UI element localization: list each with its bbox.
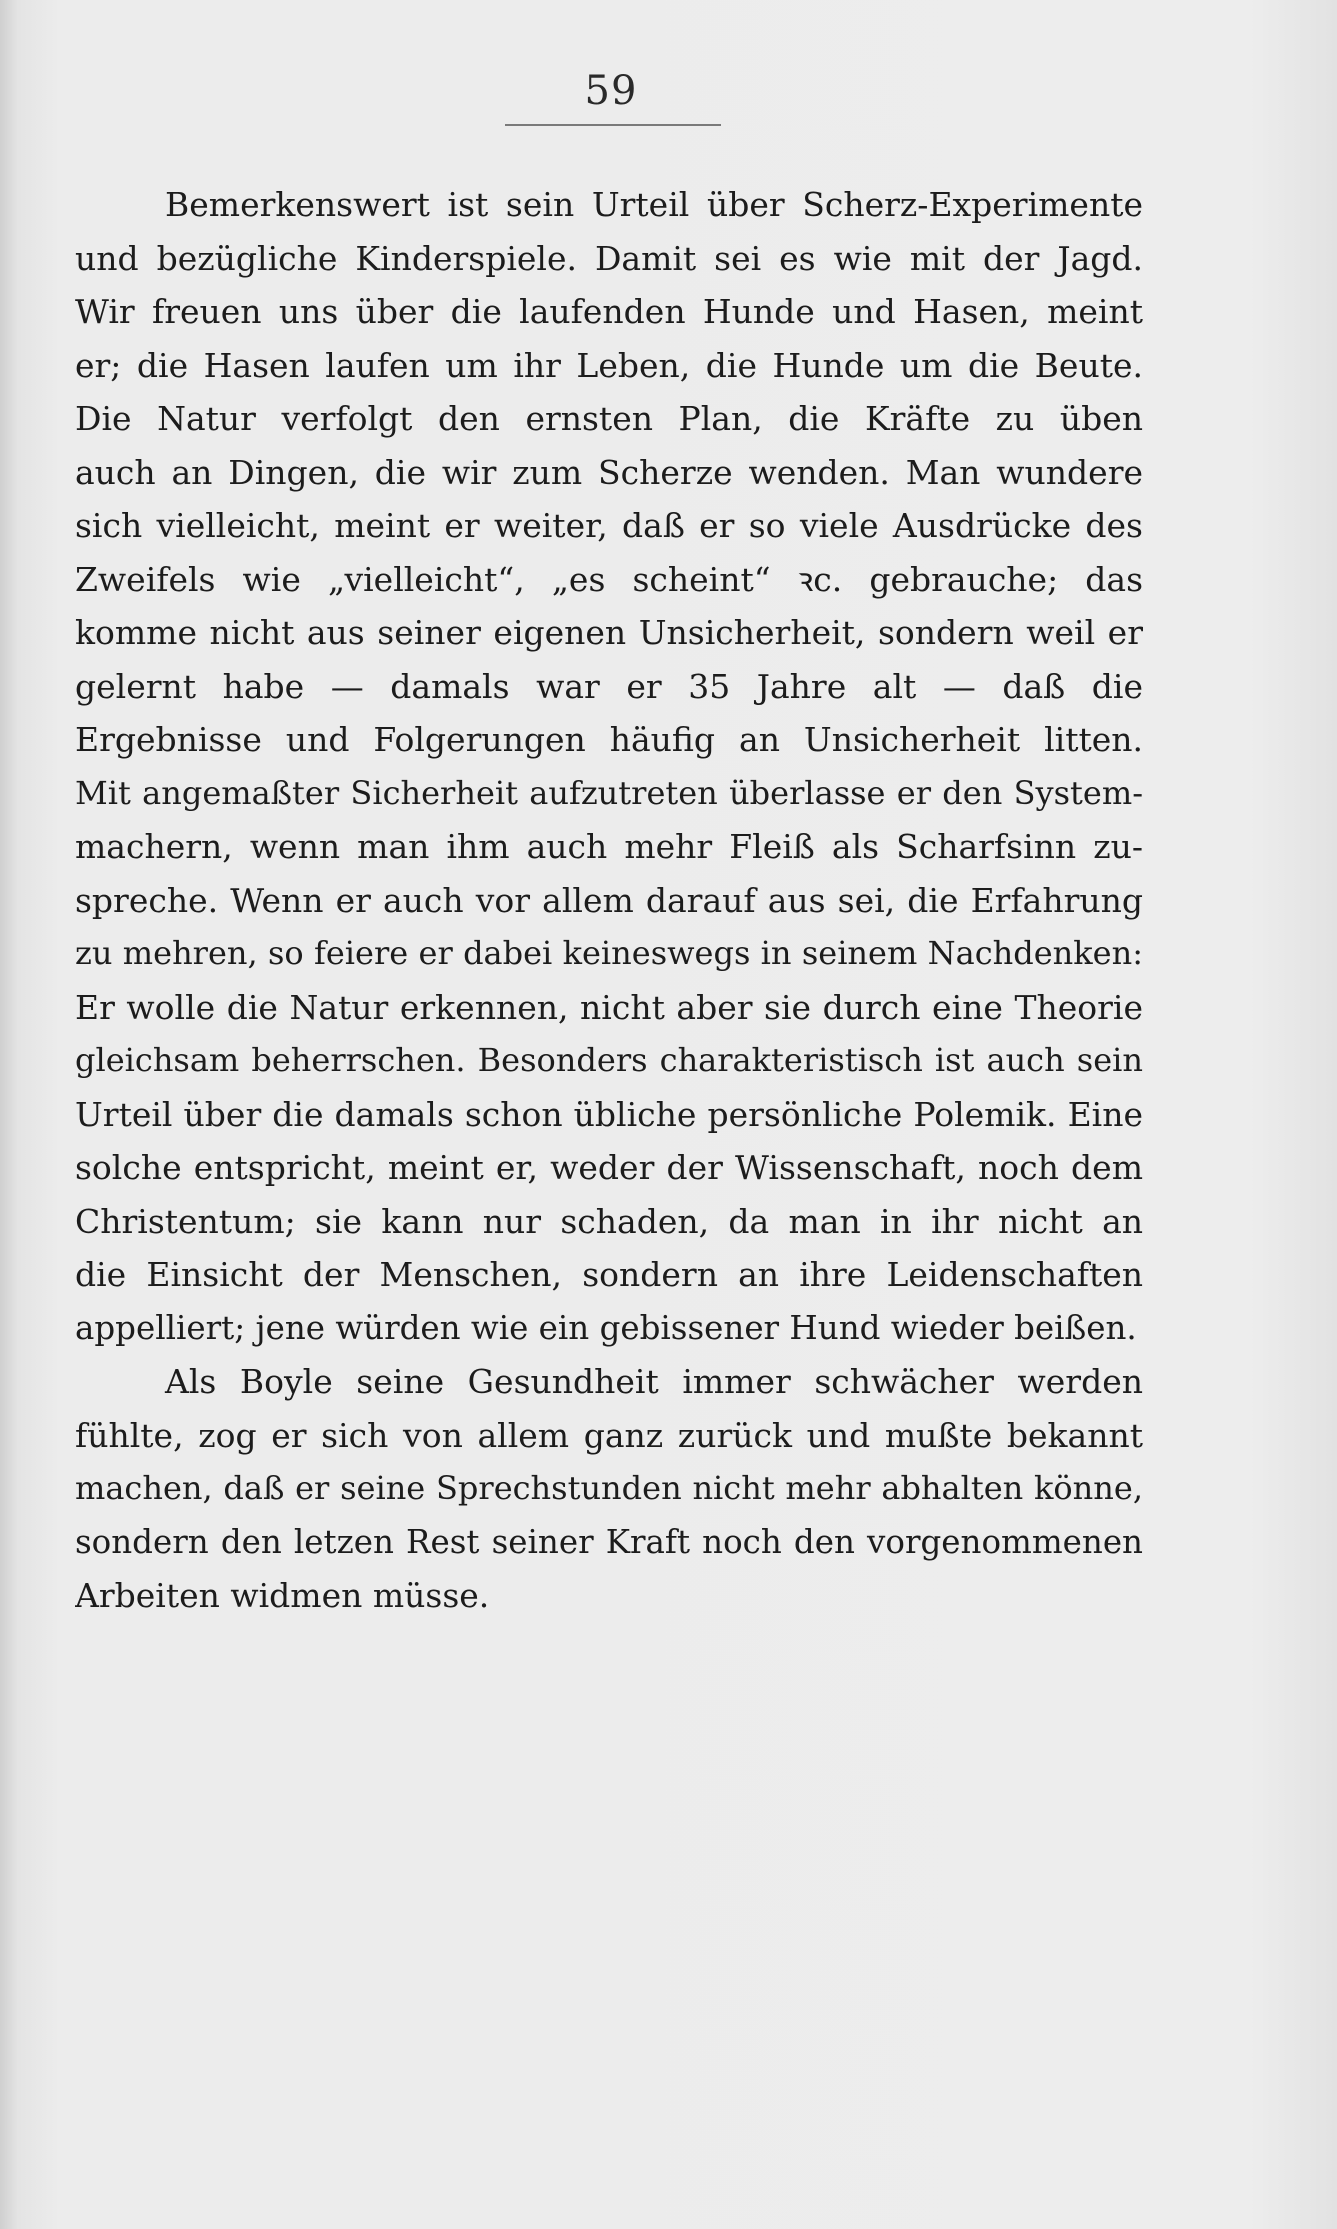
text-line: gelernt habe — damals war er 35 Jahre alt — daß die [75, 666, 1143, 706]
text-line: Ergebnisse und Folgerungen häufig an Unsicherheit litten. [75, 720, 1143, 759]
page-number: 59 [584, 68, 638, 114]
text-line: komme nicht aus seiner eigenen Unsicherheit, sondern weil er [75, 613, 1143, 652]
text-line: Bemerkenswert ist sein Urteil über Scherz-Experimente [165, 185, 1143, 224]
text-line: Wir freuen uns über die laufenden Hunde und Hasen, meint [75, 292, 1143, 331]
text-line: machen, daß er seine Sprechstunden nicht mehr abhalten könne, [75, 1469, 1143, 1507]
text-line: Als Boyle seine Gesundheit immer schwächer werden [165, 1362, 1143, 1401]
text-line: und bezügliche Kinderspiele. Damit sei es wie mit der Jagd. [75, 238, 1143, 278]
text-line: er; die Hasen laufen um ihr Leben, die Hunde um die Beute. [75, 345, 1143, 385]
text-line: gleichsam beherrschen. Besonders charakteristisch ist auch sein [75, 1041, 1143, 1079]
text-line: Er wolle die Natur erkennen, nicht aber sie durch eine Theorie [75, 987, 1143, 1027]
header-rule [505, 124, 721, 126]
text-line: die Einsicht der Menschen, sondern an ihre Leidenschaften [75, 1255, 1143, 1294]
text-line: fühlte, zog er sich von allem ganz zurück und mußte bekannt [75, 1415, 1143, 1455]
text-line: Arbeiten widmen müsse. [75, 1576, 490, 1615]
text-line: sich vielleicht, meint er weiter, daß er so viele Ausdrücke des [75, 506, 1143, 545]
text-line: appelliert; jene würden wie ein gebissener Hund wieder beißen. [75, 1308, 1137, 1347]
text-line: zu mehren, so feiere er dabei keineswegs in seinem Nachdenken: [75, 934, 1143, 972]
body-text [75, 178, 1143, 1623]
text-line: Zweifels wie „vielleicht“, „es scheint“ ꝛc. gebrauche; das [75, 559, 1143, 599]
text-line: Die Natur verfolgt den ernsten Plan, die Kräfte zu üben [75, 399, 1143, 438]
text-line: machern, wenn man ihm auch mehr Fleiß als Scharfsinn zu- [75, 827, 1143, 866]
text-line: Urteil über die damals schon übliche persönliche Polemik. Eine [75, 1094, 1143, 1134]
text-line: auch an Dingen, die wir zum Scherze wenden. Man wundere [75, 452, 1143, 492]
text-line: solche entspricht, meint er, weder der Wissenschaft, noch dem [75, 1148, 1143, 1187]
text-line: spreche. Wenn er auch vor allem darauf aus sei, die Erfahrung [75, 880, 1143, 920]
text-line: Christentum; sie kann nur schaden, da man in ihr nicht an [75, 1201, 1143, 1241]
text-line: Mit angemaßter Sicherheit aufzutreten überlasse er den System- [75, 773, 1143, 812]
text-line: sondern den letzen Rest seiner Kraft noch den vorgenommenen [75, 1522, 1143, 1561]
